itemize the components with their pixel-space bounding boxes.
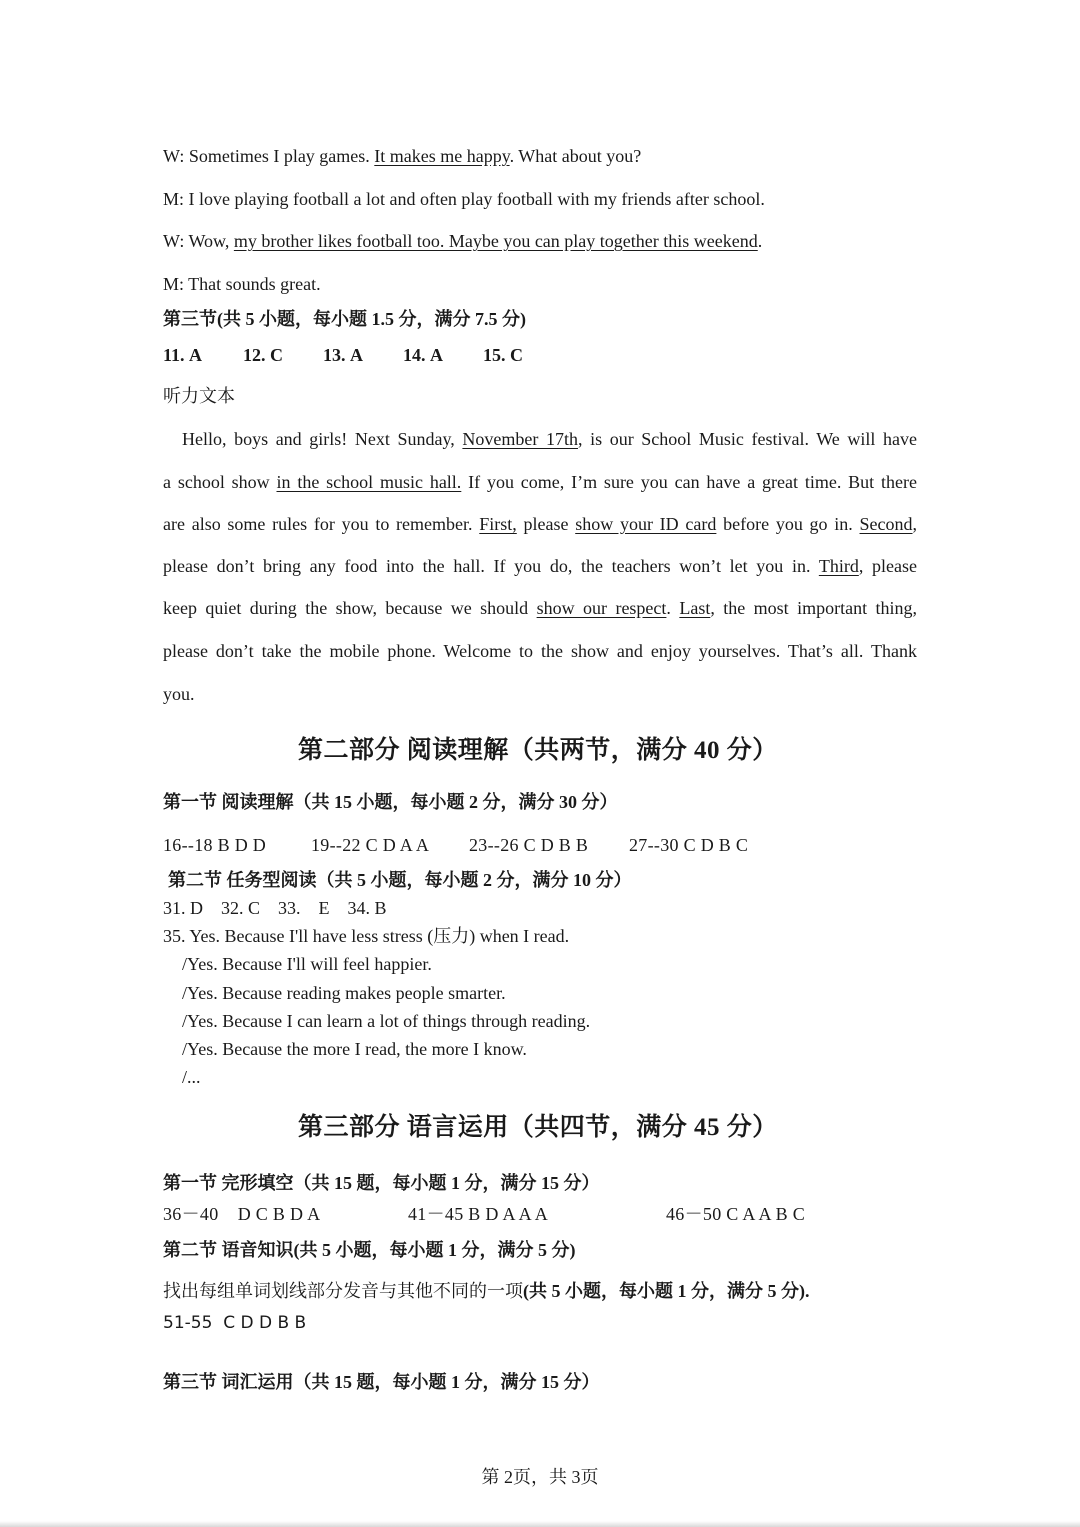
text-run: M: I love playing football a lot and often play football with my friends after school. (163, 189, 765, 209)
listening-label: 听力文本 (163, 386, 235, 406)
part3-section1-heading: 第一节 完形填空（共 15 题，每小题 1 分，满分 15 分） (163, 1173, 600, 1193)
text-run: M: That sounds great. (163, 274, 321, 294)
paragraph-line-7 (163, 683, 195, 705)
answer-14: 14. A (403, 345, 443, 365)
q35-answer-2: /Yes. Because I'll will feel happier. (182, 954, 432, 974)
answers-27-30: 27--30 C D B C (629, 835, 749, 855)
dialogue-line-2 (163, 188, 765, 210)
part3-section2-heading: 第二节 语音知识(共 5 小题，每小题 1 分，满分 5 分) (163, 1240, 576, 1260)
text-run: W: Sometimes I play games. (163, 146, 375, 166)
text-run: you. (163, 684, 195, 704)
text-run: , is our School Music festival. We will have (577, 429, 917, 449)
paragraph-line-2 (163, 471, 917, 493)
answers-16-18: 16--18 B D D (163, 835, 267, 855)
q35-answer-3: /Yes. Because reading makes people smarter. (182, 983, 506, 1003)
text-run: , please (858, 556, 917, 576)
paragraph-line-6 (163, 640, 917, 662)
paragraph-line-4 (163, 555, 917, 577)
text-run: , the most important thing, (710, 598, 918, 618)
underlined-phrase: my brother likes football too. Maybe you can play together this weekend (233, 231, 758, 251)
instruction-text: 找出每组单词划线部分发音与其他不同的一项 (163, 1281, 523, 1301)
section3-heading: 第三节(共 5 小题，每小题 1.5 分，满分 7.5 分) (163, 309, 526, 329)
part3-section3-heading: 第三节 词汇运用（共 15 题，每小题 1 分，满分 15 分） (163, 1372, 600, 1392)
underlined-phrase: It makes me happy (374, 146, 510, 166)
underlined-phrase: Second (859, 514, 913, 534)
q35-answer-4: /Yes. Because I can learn a lot of things through reading. (182, 1011, 591, 1031)
underlined-phrase: First, (479, 514, 517, 534)
answers-36-40: 36－40 D C B D A (163, 1204, 321, 1224)
text-run: W: Wow, (163, 231, 234, 251)
answers-46-50: 46－50 C A A B C (666, 1204, 806, 1224)
page-footer: 第 2页，共 3页 (481, 1467, 599, 1487)
underlined-phrase: show our respect (536, 598, 667, 618)
text-run: keep quiet during the show, because we should (163, 598, 537, 618)
paragraph-line-3 (163, 513, 917, 535)
paragraph-line-5 (163, 597, 917, 619)
part3-section2-instruction (163, 1280, 810, 1302)
part2-section2-answers: 31. D 32. C 33. E 34. B (163, 898, 387, 918)
underlined-phrase: Last (679, 598, 711, 618)
dialogue-line-4 (163, 273, 321, 295)
text-run: please (516, 514, 576, 534)
q35-answer-5: /Yes. Because the more I read, the more I know. (182, 1039, 527, 1059)
answer-12: 12. C (243, 345, 283, 365)
answers-19-22: 19--22 C D A A (311, 835, 430, 855)
text-run: please don’t take the mobile phone. Welcome to the show and enjoy yourselves. That’s all. Thank (163, 641, 917, 661)
text-run: . What about you? (509, 146, 642, 166)
part2-section2-heading: 第二节 任务型阅读（共 5 小题，每小题 2 分，满分 10 分） (168, 870, 632, 890)
answers-41-45: 41－45 B D A A A (408, 1204, 549, 1224)
part3-title: 第三部分 语言运用（共四节，满分 45 分） (298, 1114, 778, 1141)
answer-11: 11. A (163, 345, 203, 365)
answers-23-26: 23--26 C D B B (469, 835, 589, 855)
q35-answer-1: 35. Yes. Because I'll have less stress (压力) when I read. (163, 926, 570, 946)
text-run: are also some rules for you to remember. (163, 514, 480, 534)
part3-section2-answers: 51-55 C D D B B (163, 1313, 307, 1333)
text-run: a school show (163, 472, 277, 492)
answer-13: 13. A (323, 345, 363, 365)
paragraph-line-1 (182, 428, 917, 450)
page-bottom-edge (0, 1521, 1080, 1527)
text-run: . (757, 231, 763, 251)
underlined-phrase: Third (818, 556, 859, 576)
dialogue-line-3 (163, 230, 762, 252)
q35-answer-6: /... (182, 1067, 201, 1087)
text-run: If you come, I’m sure you can have a great time. But there (461, 472, 917, 492)
underlined-phrase: in the school music hall. (276, 472, 462, 492)
dialogue-line-1 (163, 145, 641, 167)
text-run: . (666, 598, 680, 618)
text-run: please don’t bring any food into the hall. If you do, the teachers won’t let you in. (163, 556, 819, 576)
underlined-phrase: show your ID card (575, 514, 717, 534)
text-run: before you go in. (716, 514, 860, 534)
text-run: , (912, 514, 918, 534)
part2-title: 第二部分 阅读理解（共两节，满分 40 分） (298, 737, 778, 764)
text-run: Hello, boys and girls! Next Sunday, (182, 429, 463, 449)
instruction-scoring: (共 5 小题，每小题 1 分，满分 5 分). (523, 1281, 810, 1301)
underlined-phrase: November 17th (462, 429, 578, 449)
part2-section1-heading: 第一节 阅读理解（共 15 小题，每小题 2 分，满分 30 分） (163, 792, 618, 812)
answer-15: 15. C (483, 345, 523, 365)
